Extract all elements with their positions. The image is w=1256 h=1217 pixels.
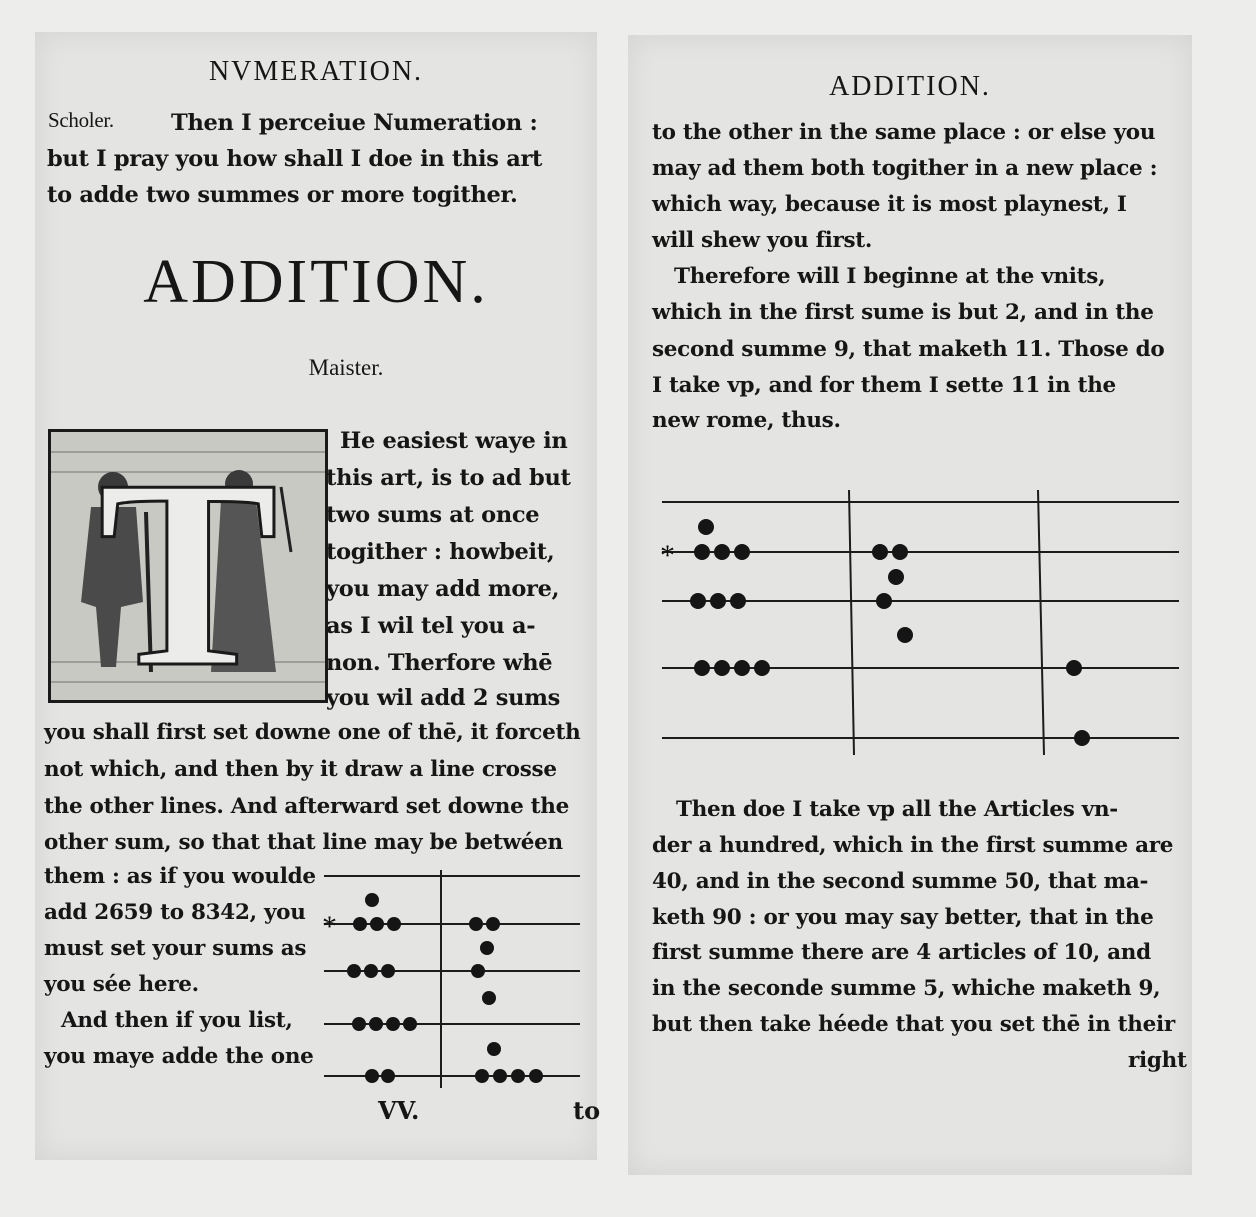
counter [710,593,726,609]
body-line: non. Therfore whē [326,650,553,676]
body-line: new rome, thus. [652,408,841,433]
body-line: first summe there are 4 articles of 10, and [652,940,1151,965]
body-line: two sums at once [326,502,540,528]
abacus-figure-right [654,485,1184,760]
body-line: you shall first set downe one of thē, it forceth [44,720,581,745]
counter [876,593,892,609]
body-line: add 2659 to 8342, you [44,900,306,925]
counter [698,519,714,535]
counter [352,1017,366,1031]
body-line: which in the first sume is but 2, and in the [652,300,1154,325]
counter [482,991,496,1005]
body-line: And then if you list, [61,1008,293,1033]
counter [403,1017,417,1031]
scholar-line: Then I perceiue Numeration : [171,110,538,136]
body-line: right [1128,1048,1187,1073]
counter [353,917,367,931]
body-line: He easiest waye in [340,428,568,454]
body-line: them : as if you woulde [44,864,316,889]
body-line: you may add more, [326,576,560,602]
scholar-line: to adde two summes or more togither. [47,182,518,208]
body-line: you sée here. [44,972,199,997]
body-line: you wil add 2 sums [326,685,561,711]
counter [381,964,395,978]
catchword-right: to [573,1096,601,1125]
counter [365,893,379,907]
section-title: ADDITION. [143,248,489,316]
counter [694,660,710,676]
body-line: will shew you first. [652,228,873,253]
counter [734,544,750,560]
speaker-scholar: Scholer. [48,108,114,132]
counter [386,1017,400,1031]
body-line: second summe 9, that maketh 11. Those do [652,337,1165,362]
counter [872,544,888,560]
body-line: but then take héede that you set thē in their [652,1012,1175,1037]
body-line: must set your sums as [44,936,307,961]
counter [714,660,730,676]
counter [754,660,770,676]
body-line: in the seconde summe 5, whiche maketh 9, [652,976,1161,1001]
body-line: you maye adde the one [44,1044,314,1069]
speaker-master: Maister. [308,355,384,380]
body-line: togither : howbeit, [326,539,555,565]
counter [487,1042,501,1056]
body-line: Then doe I take vp all the Articles vn- [676,797,1118,822]
initial-letter-T: T [97,432,279,700]
body-line: not which, and then by it draw a line crosse [44,757,557,782]
body-line: the other lines. And afterward set downe the [44,794,569,819]
counter [493,1069,507,1083]
running-head: ADDITION. [829,71,991,102]
body-line: may ad them both togither in a new place : [652,156,1158,181]
counter [897,627,913,643]
body-line: der a hundred, which in the first summe are [652,833,1174,858]
counter [370,917,384,931]
counter [381,1069,395,1083]
body-line: this art, is to ad but [326,465,571,491]
body-line: keth 90 : or you may say better, that in the [652,905,1154,930]
abacus-figure-left [310,864,585,1094]
thousands-mark: * [660,539,675,572]
counter [690,593,706,609]
body-line: Therefore will I beginne at the vnits, [674,264,1106,289]
counter [730,593,746,609]
body-line: which way, because it is most playnest, I [652,192,1127,217]
counter [714,544,730,560]
running-head: NVMERATION. [208,56,424,87]
counter [364,964,378,978]
counter [471,964,485,978]
counter [486,917,500,931]
counter [475,1069,489,1083]
counter [469,917,483,931]
decorated-initial [48,429,328,703]
scholar-line: but I pray you how shall I doe in this art [47,146,543,172]
counter [892,544,908,560]
woodcut-illustration [51,432,325,700]
thousands-mark: * [322,910,337,943]
body-line: other sum, so that that line may be betwéen [44,830,563,855]
counter [369,1017,383,1031]
counter [387,917,401,931]
counter [529,1069,543,1083]
catchword-left: VV. [378,1096,420,1125]
counter [365,1069,379,1083]
body-line: 40, and in the second summe 50, that ma- [652,869,1149,894]
counter [734,660,750,676]
left-page [35,32,601,1160]
right-page [628,35,1192,1175]
counter [480,941,494,955]
counter [888,569,904,585]
body-line: to the other in the same place : or else you [652,120,1156,145]
body-line: I take vp, and for them I sette 11 in the [652,373,1116,398]
counter [347,964,361,978]
counter [1074,730,1090,746]
counter [1066,660,1082,676]
counter [694,544,710,560]
counter [511,1069,525,1083]
body-line: as I wil tel you a- [326,613,536,639]
